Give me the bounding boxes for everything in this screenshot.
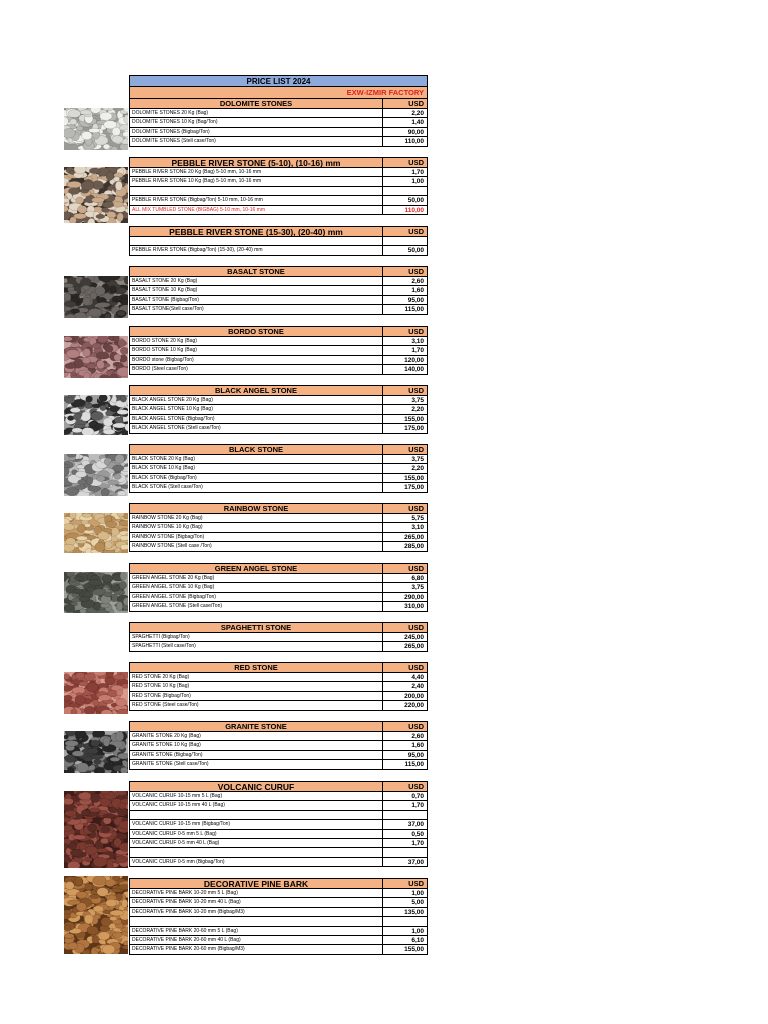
product-price: 265,00 bbox=[404, 643, 424, 651]
section-header bbox=[129, 157, 428, 168]
product-price: 50,00 bbox=[407, 197, 424, 205]
price-row bbox=[129, 830, 428, 839]
currency-label: USD bbox=[408, 158, 424, 167]
product-description: BASALT STONE(Stell case/Ton) bbox=[130, 305, 383, 313]
price-row bbox=[129, 305, 428, 314]
section-bordo-stone bbox=[129, 326, 428, 375]
section-header bbox=[129, 662, 428, 673]
red-stone-photo bbox=[64, 672, 128, 714]
currency-label: USD bbox=[408, 445, 424, 454]
section-dolomite-stones bbox=[129, 98, 428, 147]
price-row bbox=[129, 801, 428, 810]
section-title: DECORATIVE PINE BARK bbox=[130, 879, 383, 888]
section-title: BORDO STONE bbox=[130, 327, 383, 336]
price-row bbox=[129, 642, 428, 651]
price-row bbox=[129, 889, 428, 898]
section-header bbox=[129, 622, 428, 633]
price-row bbox=[129, 346, 428, 355]
price-row bbox=[129, 583, 428, 592]
product-price: 3,75 bbox=[411, 397, 424, 404]
product-description: GREEN ANGEL STONE 10 Kg (Bag) bbox=[130, 583, 383, 591]
price-row bbox=[129, 415, 428, 424]
section-black-stone bbox=[129, 444, 428, 493]
product-description: GRANITE STONE (Stell case/Ton) bbox=[130, 760, 383, 768]
price-row bbox=[129, 848, 428, 857]
price-row bbox=[129, 246, 428, 255]
product-description: RED STONE (Bigbag/Ton) bbox=[130, 692, 383, 700]
product-description: SPAGHETTI (Bigbag/Ton) bbox=[130, 633, 383, 641]
product-description: RED STONE 20 Kg (Bag) bbox=[130, 673, 383, 681]
product-description: DOLOMITE STONES 10 Kg (Bag/Ton) bbox=[130, 118, 383, 126]
section-header bbox=[129, 444, 428, 455]
section-title: BLACK STONE bbox=[130, 445, 383, 454]
product-description: GRANITE STONE (Bigbag/Ton) bbox=[130, 751, 383, 759]
rainbow-stone-photo bbox=[64, 513, 128, 553]
product-description: DECORATIVE PINE BARK 20-60 mm (Bigbag/M3) bbox=[130, 945, 383, 953]
product-price: 115,00 bbox=[404, 306, 424, 314]
product-description: RED STONE 10 Kg (Bag) bbox=[130, 682, 383, 690]
product-price: 155,00 bbox=[404, 415, 424, 423]
product-price: 290,00 bbox=[404, 593, 424, 601]
product-price: 4,40 bbox=[411, 674, 424, 681]
section-header bbox=[129, 721, 428, 732]
product-description: PEBBLE RIVER STONE (Bigbag/Ton) (15-30), (20-40) mm bbox=[130, 246, 383, 254]
product-description: BLACK STONE (Bigbag/Ton) bbox=[130, 474, 383, 482]
product-price: 3,10 bbox=[411, 524, 424, 532]
product-price: 2,60 bbox=[411, 278, 424, 285]
product-price bbox=[383, 917, 427, 925]
product-description bbox=[130, 187, 383, 195]
price-row bbox=[129, 751, 428, 760]
product-price: 1,70 bbox=[411, 802, 424, 810]
product-price: 1,00 bbox=[411, 178, 424, 186]
price-row bbox=[129, 118, 428, 127]
product-description: BORDO (Steel case/Ton) bbox=[130, 365, 383, 373]
section-red-stone bbox=[129, 662, 428, 711]
product-description bbox=[130, 237, 383, 245]
product-price: 120,00 bbox=[404, 356, 424, 364]
section-rainbow-stone bbox=[129, 503, 428, 552]
currency-label: USD bbox=[408, 99, 424, 108]
price-row bbox=[129, 483, 428, 492]
product-description: VOLCANIC CURUF 0-5 mm 40 L (Bag) bbox=[130, 839, 383, 847]
product-price: 6,80 bbox=[411, 575, 424, 582]
price-row bbox=[129, 365, 428, 374]
green-angel-stone-photo bbox=[64, 572, 128, 613]
product-description: BLACK ANGEL STONE 20 Kg (Bag) bbox=[130, 396, 383, 404]
product-description: BASALT STONE 20 Kg (Bag) bbox=[130, 277, 383, 285]
currency-label: USD bbox=[408, 227, 424, 236]
product-price: 6,10 bbox=[411, 936, 424, 944]
section-header bbox=[129, 385, 428, 396]
price-list-title: PRICE LIST 2024 bbox=[129, 75, 428, 87]
product-description: BASALT STONE 10 Kg (Bag) bbox=[130, 286, 383, 294]
product-price: 135,00 bbox=[404, 908, 424, 916]
price-row bbox=[129, 514, 428, 523]
price-row bbox=[129, 936, 428, 945]
section-spaghetti-stone bbox=[129, 622, 428, 652]
price-row bbox=[129, 701, 428, 710]
currency-label: USD bbox=[408, 722, 424, 731]
price-row bbox=[129, 633, 428, 642]
product-description: PEBBLE RIVER STONE 10 Kg (Bag) 5-10 mm, 10-16 mm bbox=[130, 177, 383, 185]
currency-label: USD bbox=[408, 504, 424, 513]
product-price: 50,00 bbox=[407, 247, 424, 255]
product-description: SPAGHETTI (Stell case/Ton) bbox=[130, 642, 383, 650]
price-row bbox=[129, 337, 428, 346]
product-price: 3,75 bbox=[411, 456, 424, 463]
price-row bbox=[129, 396, 428, 405]
product-description: GRANITE STONE 10 Kg (Bag) bbox=[130, 741, 383, 749]
price-row bbox=[129, 177, 428, 186]
product-price: 2,20 bbox=[411, 110, 424, 117]
section-title: BASALT STONE bbox=[130, 267, 383, 276]
section-title: PEBBLE RIVER STONE (5-10), (10-16) mm bbox=[130, 158, 383, 167]
product-price: 200,00 bbox=[404, 692, 424, 700]
product-price: 245,00 bbox=[404, 634, 424, 641]
currency-label: USD bbox=[408, 267, 424, 276]
product-description bbox=[130, 848, 383, 856]
product-price: 1,00 bbox=[411, 927, 424, 935]
price-row bbox=[129, 898, 428, 907]
section-title: GREEN ANGEL STONE bbox=[130, 564, 383, 573]
section-header bbox=[129, 503, 428, 514]
price-row bbox=[129, 286, 428, 295]
price-row bbox=[129, 682, 428, 691]
product-description: DOLOMITE STONES (Bigbag/Ton) bbox=[130, 128, 383, 136]
price-row bbox=[129, 424, 428, 433]
product-price: 37,00 bbox=[407, 821, 424, 829]
product-description: GREEN ANGEL STONE (Stell case/Ton) bbox=[130, 602, 383, 610]
product-description: RED STONE (Steel case/Ton) bbox=[130, 701, 383, 709]
product-price bbox=[383, 237, 427, 245]
price-row bbox=[129, 593, 428, 602]
price-row bbox=[129, 523, 428, 532]
product-price: 175,00 bbox=[404, 425, 424, 433]
product-price: 5,00 bbox=[411, 899, 424, 907]
price-row bbox=[129, 196, 428, 205]
product-description: DECORATIVE PINE BARK 10-20 mm 5 L (Bag) bbox=[130, 889, 383, 897]
price-row bbox=[129, 858, 428, 867]
section-black-angel-stone bbox=[129, 385, 428, 434]
section-header bbox=[129, 266, 428, 277]
product-price: 1,70 bbox=[411, 169, 424, 176]
product-description: VOLCANIC CURUF 0-5 mm (Bigbag/Ton) bbox=[130, 858, 383, 866]
price-row bbox=[129, 839, 428, 848]
currency-label: USD bbox=[408, 327, 424, 336]
product-price: 5,75 bbox=[411, 515, 424, 522]
factory-label: EXW-IZMIR FACTORY bbox=[129, 87, 428, 98]
product-price bbox=[383, 811, 427, 819]
price-row bbox=[129, 820, 428, 829]
product-description: VOLCANIC CURUF 10-15 mm (Bigbag/Ton) bbox=[130, 820, 383, 828]
price-row bbox=[129, 574, 428, 583]
price-row bbox=[129, 602, 428, 611]
currency-label: USD bbox=[408, 782, 424, 791]
section-title: PEBBLE RIVER STONE (15-30), (20-40) mm bbox=[130, 227, 383, 236]
section-title: RAINBOW STONE bbox=[130, 504, 383, 513]
section-title: GRANITE STONE bbox=[130, 722, 383, 731]
product-description: BASALT STONE (Bigbag/Ton) bbox=[130, 296, 383, 304]
product-description: BORDO STONE 20 Kg (Bag) bbox=[130, 337, 383, 345]
section-volcanic-curuf bbox=[129, 781, 428, 867]
product-price: 1,00 bbox=[411, 890, 424, 897]
product-description bbox=[130, 917, 383, 925]
black-angel-stone-photo bbox=[64, 395, 128, 435]
product-price: 3,75 bbox=[411, 584, 424, 592]
black-stone-photo bbox=[64, 454, 128, 496]
decorative-pine-bark-photo bbox=[64, 876, 128, 954]
product-price: 90,00 bbox=[407, 128, 424, 136]
section-granite-stone bbox=[129, 721, 428, 770]
product-description: RAINBOW STONE 10 Kg (Bag) bbox=[130, 523, 383, 531]
price-row bbox=[129, 296, 428, 305]
price-row bbox=[129, 187, 428, 196]
price-row bbox=[129, 405, 428, 414]
product-price: 265,00 bbox=[404, 533, 424, 541]
currency-label: USD bbox=[408, 879, 424, 888]
product-price: 95,00 bbox=[407, 751, 424, 759]
product-price bbox=[383, 848, 427, 856]
product-description: DECORATIVE PINE BARK 10-20 mm (Bigbag/M3) bbox=[130, 908, 383, 916]
price-row bbox=[129, 128, 428, 137]
product-price: 1,70 bbox=[411, 347, 424, 355]
product-description: BLACK ANGEL STONE 10 Kg (Bag) bbox=[130, 405, 383, 413]
product-price: 155,00 bbox=[404, 474, 424, 482]
product-description bbox=[130, 811, 383, 819]
product-price: 155,00 bbox=[404, 946, 424, 954]
price-row bbox=[129, 542, 428, 551]
product-description: BLACK ANGEL STONE (Bigbag/Ton) bbox=[130, 415, 383, 423]
product-price: 2,40 bbox=[411, 683, 424, 691]
pebble-river-stone-photo bbox=[64, 167, 128, 223]
price-row bbox=[129, 673, 428, 682]
product-description: DECORATIVE PINE BARK 20-60 mm 5 L (Bag) bbox=[130, 927, 383, 935]
price-row bbox=[129, 109, 428, 118]
product-price: 2,60 bbox=[411, 733, 424, 740]
price-row bbox=[129, 908, 428, 917]
section-green-angel-stone bbox=[129, 563, 428, 612]
price-row bbox=[129, 792, 428, 801]
price-row bbox=[129, 533, 428, 542]
section-header bbox=[129, 98, 428, 109]
currency-label: USD bbox=[408, 623, 424, 632]
product-description: DOLOMITE STONES (Stell case/Ton) bbox=[130, 137, 383, 145]
product-description: BLACK STONE 20 Kg (Bag) bbox=[130, 455, 383, 463]
product-description: DECORATIVE PINE BARK 10-20 mm 40 L (Bag) bbox=[130, 898, 383, 906]
price-row bbox=[129, 741, 428, 750]
price-row bbox=[129, 237, 428, 246]
price-row bbox=[129, 206, 428, 215]
price-row bbox=[129, 927, 428, 936]
product-description: PEBBLE RIVER STONE 20 Kg (Bag) 5-10 mm, 10-16 mm bbox=[130, 168, 383, 176]
product-price: 0,50 bbox=[411, 830, 424, 838]
product-price: 1,70 bbox=[411, 839, 424, 847]
product-description: VOLCANIC CURUF 0-5 mm 5 L (Bag) bbox=[130, 830, 383, 838]
product-price: 3,10 bbox=[411, 338, 424, 345]
section-basalt-stone bbox=[129, 266, 428, 315]
product-description: DOLOMITE STONES 20 Kg (Bag) bbox=[130, 109, 383, 117]
product-price: 110,00 bbox=[404, 138, 424, 146]
product-description: RAINBOW STONE (Stell case /Ton) bbox=[130, 542, 383, 550]
section-header bbox=[129, 563, 428, 574]
product-description: VOLCANIC CURUF 10-15 mm 40 L (Bag) bbox=[130, 801, 383, 809]
price-row bbox=[129, 356, 428, 365]
product-price: 110,00 bbox=[404, 206, 424, 214]
section-header bbox=[129, 326, 428, 337]
product-price: 220,00 bbox=[404, 702, 424, 710]
section-header bbox=[129, 226, 428, 237]
product-price: 1,60 bbox=[411, 287, 424, 295]
product-price: 2,20 bbox=[411, 465, 424, 473]
price-row bbox=[129, 760, 428, 769]
product-description: PEBBLE RIVER STONE (Bigbag/Ton) 5-10 mm, 10-16 mm bbox=[130, 196, 383, 204]
granite-stone-photo bbox=[64, 731, 128, 773]
price-row bbox=[129, 277, 428, 286]
price-row bbox=[129, 137, 428, 146]
product-description: RAINBOW STONE (Bigbag/Ton) bbox=[130, 533, 383, 541]
product-description: BLACK STONE (Stell case/Ton) bbox=[130, 483, 383, 491]
section-title: BLACK ANGEL STONE bbox=[130, 386, 383, 395]
product-price bbox=[383, 187, 427, 195]
price-row bbox=[129, 474, 428, 483]
product-description: GREEN ANGEL STONE (Bigbag/Ton) bbox=[130, 593, 383, 601]
price-row bbox=[129, 917, 428, 926]
product-price: 2,20 bbox=[411, 406, 424, 414]
currency-label: USD bbox=[408, 564, 424, 573]
product-price: 1,60 bbox=[411, 742, 424, 750]
product-description: BORDO STONE 10 Kg (Bag) bbox=[130, 346, 383, 354]
section-header bbox=[129, 781, 428, 792]
section-pebble-river-stone-5-10-10-16-mm bbox=[129, 157, 428, 215]
product-price: 95,00 bbox=[407, 296, 424, 304]
product-price: 140,00 bbox=[404, 366, 424, 374]
product-description: ALL MIX TUMBLED STONE (BIGBAG) 5-10 mm, 10-16 mm bbox=[130, 206, 383, 214]
section-title: VOLCANIC CURUF bbox=[130, 782, 383, 791]
section-pebble-river-stone-15-30-20-40-mm bbox=[129, 226, 428, 256]
price-row bbox=[129, 455, 428, 464]
product-description: BLACK STONE 10 Kg (Bag) bbox=[130, 464, 383, 472]
bordo-stone-photo bbox=[64, 336, 128, 378]
product-description: GRANITE STONE 20 Kg (Bag) bbox=[130, 732, 383, 740]
section-title: RED STONE bbox=[130, 663, 383, 672]
product-price: 175,00 bbox=[404, 484, 424, 492]
currency-label: USD bbox=[408, 663, 424, 672]
section-title: DOLOMITE STONES bbox=[130, 99, 383, 108]
section-header bbox=[129, 878, 428, 889]
product-description: DECORATIVE PINE BARK 20-60 mm 40 L (Bag) bbox=[130, 936, 383, 944]
price-row bbox=[129, 168, 428, 177]
product-price: 310,00 bbox=[404, 603, 424, 611]
product-price: 0,70 bbox=[411, 793, 424, 800]
section-title: SPAGHETTI STONE bbox=[130, 623, 383, 632]
basalt-stone-photo bbox=[64, 276, 128, 318]
product-price: 115,00 bbox=[404, 761, 424, 769]
price-row bbox=[129, 945, 428, 954]
product-description: GREEN ANGEL STONE 20 Kg (Bag) bbox=[130, 574, 383, 582]
product-price: 1,40 bbox=[411, 119, 424, 127]
product-description: RAINBOW STONE 20 Kg (Bag) bbox=[130, 514, 383, 522]
currency-label: USD bbox=[408, 386, 424, 395]
price-row bbox=[129, 732, 428, 741]
product-description: VOLCANIC CURUF 10-15 mm 5 L (Bag) bbox=[130, 792, 383, 800]
price-row bbox=[129, 811, 428, 820]
product-price: 37,00 bbox=[407, 858, 424, 866]
product-price: 285,00 bbox=[404, 543, 424, 551]
product-description: BORDO stone (Bigbag/Ton) bbox=[130, 356, 383, 364]
price-row bbox=[129, 692, 428, 701]
price-row bbox=[129, 464, 428, 473]
dolomite-stones-photo bbox=[64, 108, 128, 150]
section-decorative-pine-bark bbox=[129, 878, 428, 955]
volcanic-curuf-photo bbox=[64, 791, 128, 868]
product-description: BLACK ANGEL STONE (Stell case/Ton) bbox=[130, 424, 383, 432]
